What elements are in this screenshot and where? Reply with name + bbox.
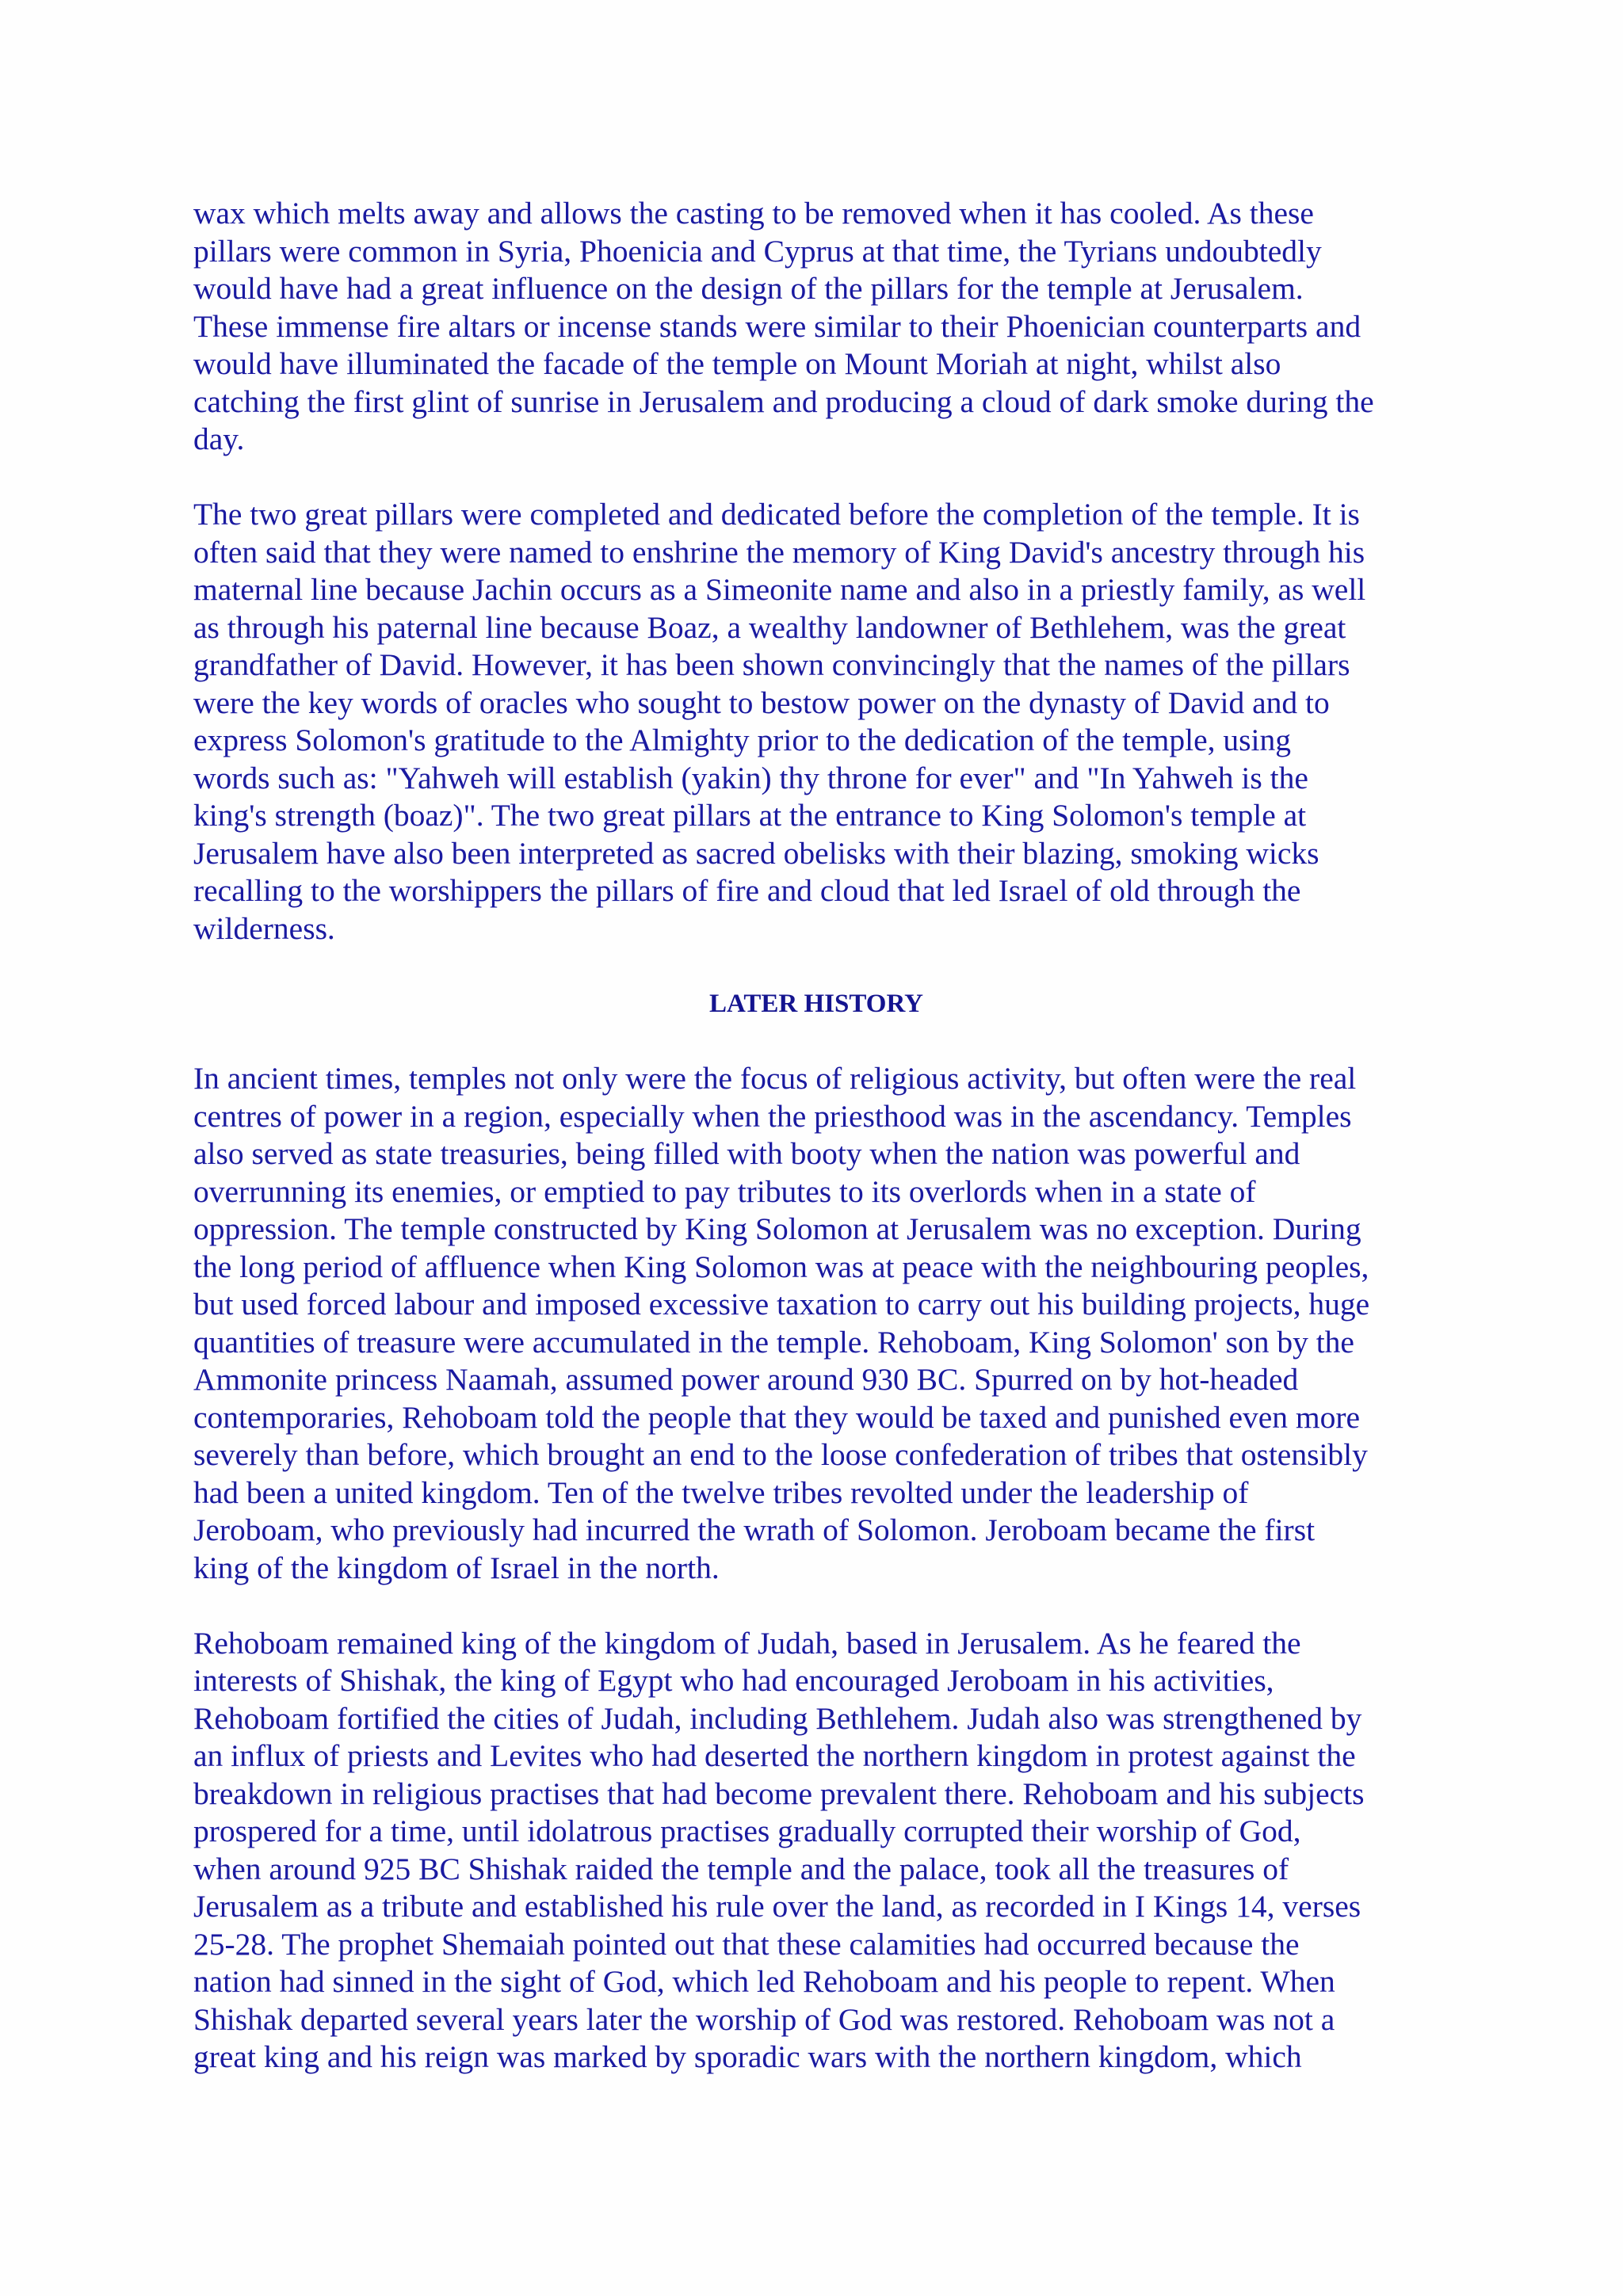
body-paragraph: Rehoboam remained king of the kingdom of Judah, based in Jerusalem. As he feared the interests of Shishak, the king of Egypt who had encouraged Jeroboam in his activities, Rehoboam fortified the cities of Judah, including Bethlehem. Judah also was strengthened by an influx of priests and Levites who had deserted the northern kingdom in protest against the breakdown in religious practises that had become prevalent there. Rehoboam and his subjects prospered for a time, until idolatrous practises gradually corrupted their worship of God, when around 925 BC Shishak raided the temple and the palace, took all the treasures of Jerusalem as a tribute and established his rule over the land, as recorded in I Kings 14, verses 25-28. The prophet Shemaiah pointed out that these calamities had occurred because the nation had sinned in the sight of God, which led Rehoboam and his people to repent. When Shishak departed several years later the worship of God was restored. Rehoboam was not a great king and his reign was marked by sporadic wars with the northern kingdom, which	[193, 1625, 1365, 2074]
body-paragraph: The two great pillars were completed and dedicated before the completion of the temple. It is often said that they were named to enshrine the memory of King David's ancestry through his maternal line because Jachin occurs as a Simeonite name and also in a priestly family, as well as through his paternal line because Boaz, a wealthy landowner of Bethlehem, was the great grandfather of David. However, it has been shown convincingly that the names of the pillars were the key words of oracles who sought to bestow power on the dynasty of David and to express Solomon's gratitude to the Almighty prior to the dedication of the temple, using words such as: "Yahweh will establish (yakin) thy throne for ever" and "In Yahweh is the king's strength (boaz)". The two great pillars at the entrance to King Solomon's temple at Jerusalem have also been interpreted as sacred obelisks with their blazing, smoking wicks recalling to the worshippers the pillars of fire and cloud that led Israel of old through the wilderness.	[193, 497, 1366, 946]
section-heading: LATER HISTORY	[709, 989, 923, 1018]
page-body	[193, 195, 1439, 2114]
body-paragraph: wax which melts away and allows the casting to be removed when it has cooled. As these pillars were common in Syria, Phoenicia and Cyprus at that time, the Tyrians undoubtedly would have had a great influence on the design of the pillars for the temple at Jerusalem. These immense fire altars or incense stands were similar to their Phoenician counterparts and would have illuminated the facade of the temple on Mount Moriah at night, whilst also catching the first glint of sunrise in Jerusalem and producing a cloud of dark smoke during the day.	[193, 196, 1374, 456]
body-paragraph: In ancient times, temples not only were the focus of religious activity, but often were the real centres of power in a region, especially when the priesthood was in the ascendancy. Temples also served as state treasuries, being filled with booty when the nation was powerful and overrunning its enemies, or emptied to pay tributes to its overlords when in a state of oppression. The temple constructed by King Solomon at Jerusalem was no exception. During the long period of affluence when King Solomon was at peace with the neighbouring peoples, but used forced labour and imposed excessive taxation to carry out his building projects, huge quantities of treasure were accumulated in the temple. Rehoboam, King Solomon' son by the Ammonite princess Naamah, assumed power around 930 BC. Spurred on by hot-headed contemporaries, Rehoboam told the people that they would be taxed and punished even more severely than before, which brought an end to the loose confederation of tribes that ostensibly had been a united kingdom. Ten of the twelve tribes revolted under the leadership of Jeroboam, who previously had incurred the wrath of Solomon. Jeroboam became the first king of the kingdom of Israel in the north.	[193, 1061, 1370, 1585]
